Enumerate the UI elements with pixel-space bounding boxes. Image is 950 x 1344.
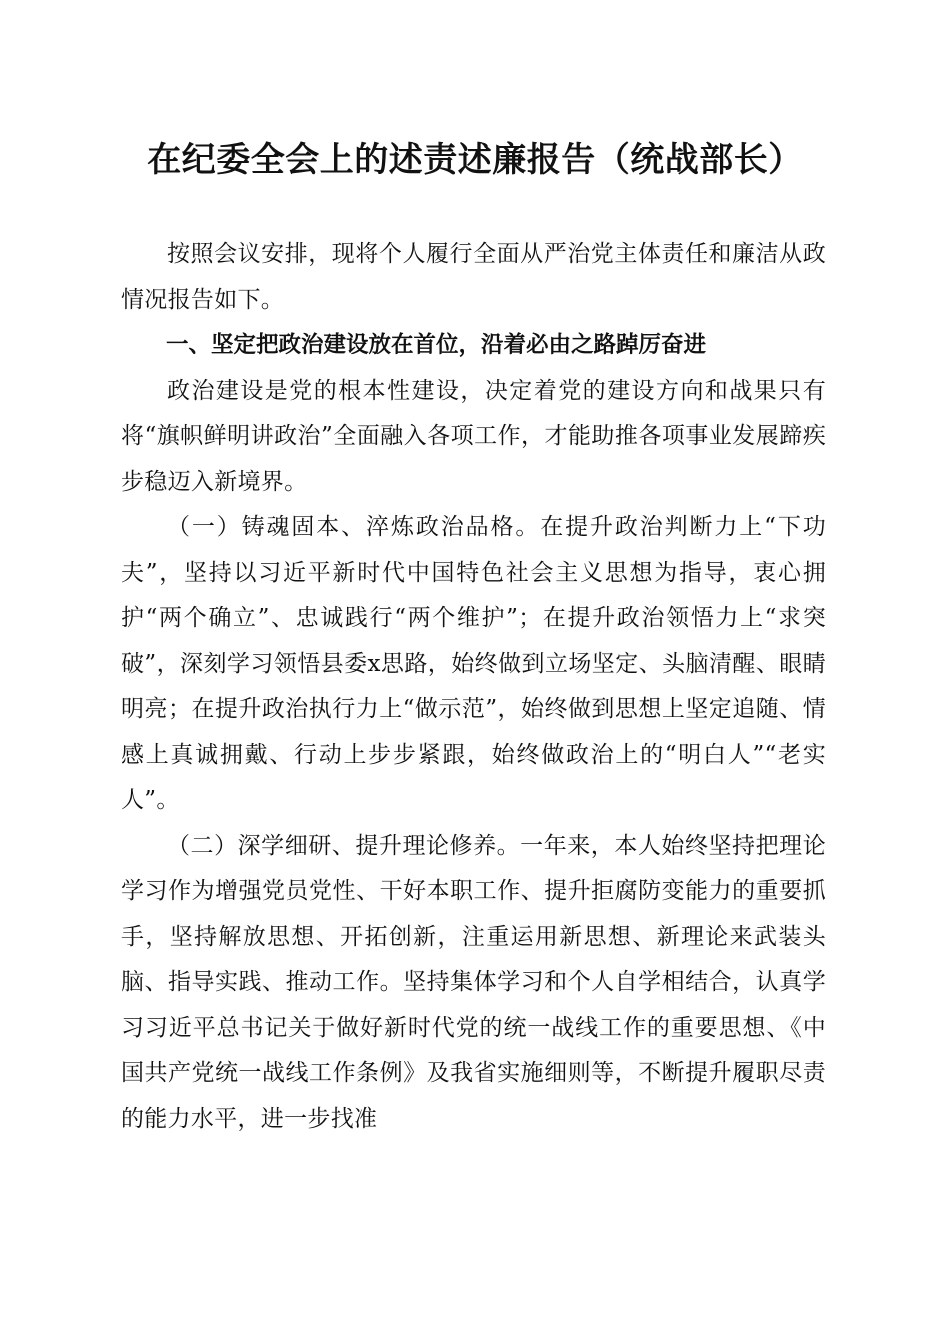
document-title: 在纪委全会上的述责述廉报告（统战部长） [147, 140, 803, 180]
document-body [121, 232, 826, 1142]
intro-paragraph: 按照会议安排，现将个人履行全面从严治党主体责任和廉洁从政情况报告如下。 [121, 241, 826, 313]
section-1-paragraph: 政治建设是党的根本性建设，决定着党的建设方向和战果只有将“旗帜鲜明讲政治”全面融入各项工作，才能助推各项事业发展蹄疾步稳迈入新境界。 [121, 377, 826, 495]
subsection-1-paragraph: （一）铸魂固本、淬炼政治品格。在提升政治判断力上“下功夫”，坚持以习近平新时代中国特色社会主义思想为指导，衷心拥护“两个确立”、忠诚践行“两个维护”；在提升政治领悟力上“求突破”，深刻学习领悟县委x思路，始终做到立场坚定、头脑清醒、眼睛明亮；在提升政治执行力上“做示范”，始终做到思想上坚定追随、情感上真诚拥戴、行动上步步紧跟，始终做政治上的“明白人”“老实人”。 [121, 514, 826, 813]
section-heading-1: 一、坚定把政治建设放在首位，沿着必由之路踔厉奋进 [166, 332, 707, 358]
subsection-2-paragraph: （二）深学细研、提升理论修养。一年来，本人始终坚持把理论学习作为增强党员党性、干好本职工作、提升拒腐防变能力的重要抓手，坚持解放思想、开拓创新，注重运用新思想、新理论来武装头脑、指导实践、推动工作。坚持集体学习和个人自学相结合，认真学习习近平总书记关于做好新时代党的统一战线工作的重要思想、《中国共产党统一战线工作条例》及我省实施细则等，不断提升履职尽责的能力水平，进一步找准 [121, 832, 826, 1132]
